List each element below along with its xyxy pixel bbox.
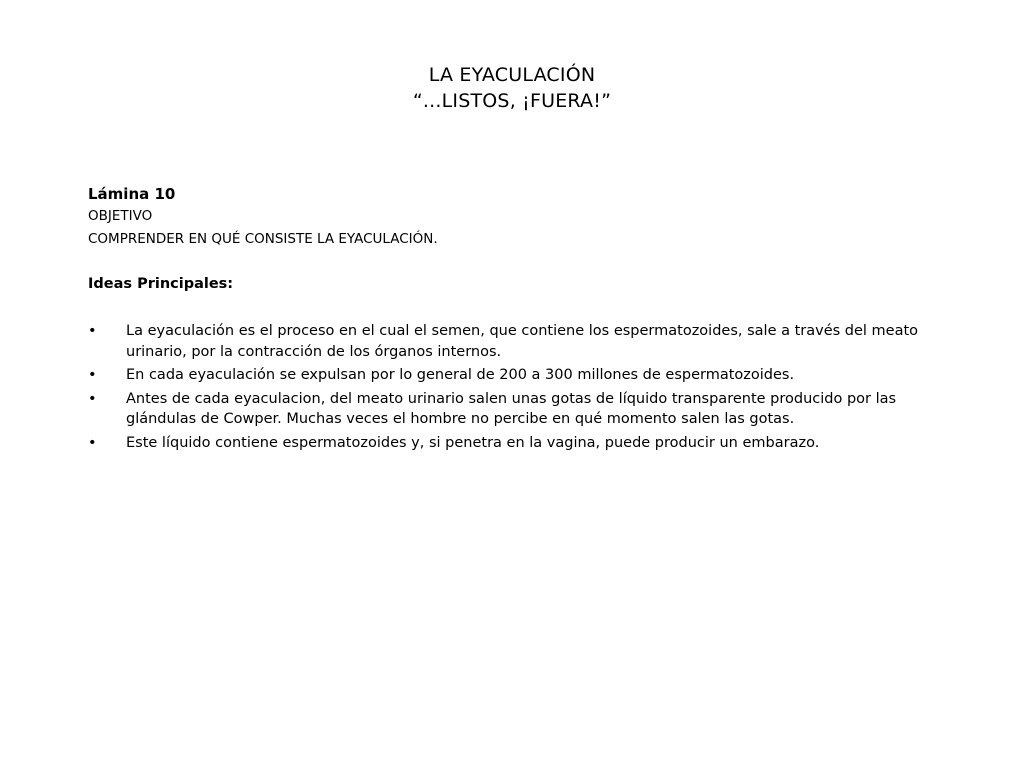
- slide-title: [0, 62, 1024, 114]
- list-item: [88, 433, 948, 454]
- bullet-icon: •: [88, 434, 97, 451]
- list-item-text: Antes de cada eyaculacion, del meato urinario salen unas gotas de líquido transparente producido por las glándulas de Cowper. Muchas veces el hombre no percibe en qué momento salen las gotas.: [126, 390, 897, 427]
- slide-content: [88, 183, 948, 456]
- objetivo-heading: OBJETIVO: [88, 208, 153, 224]
- list-item-text: Este líquido contiene espermatozoides y, si penetra en la vagina, puede producir un embarazo.: [126, 434, 820, 451]
- bullet-icon: •: [88, 367, 97, 383]
- title-line-1: LA EYACULACIÓN: [428, 64, 596, 86]
- lamina-number: Lámina 10: [88, 185, 176, 203]
- list-item-text: En cada eyaculación se expulsan por lo general de 200 a 300 millones de espermatozoides.: [126, 367, 795, 383]
- bullet-icon: •: [88, 390, 97, 407]
- list-item: [88, 321, 948, 362]
- objetivo-text: COMPRENDER EN QUÉ CONSISTE LA EYACULACIÓN.: [88, 231, 438, 247]
- list-item: [88, 389, 948, 430]
- bullet-icon: •: [88, 323, 97, 339]
- title-line-2: “...LISTOS, ¡FUERA!”: [412, 90, 612, 112]
- ideas-heading: Ideas Principales:: [88, 276, 234, 292]
- list-item-text: La eyaculación es el proceso en el cual el semen, que contiene los espermatozoides, sale a través del meato urinario, por la contracción de los órganos internos.: [126, 323, 919, 360]
- list-item: [88, 365, 948, 386]
- ideas-list: [88, 321, 948, 453]
